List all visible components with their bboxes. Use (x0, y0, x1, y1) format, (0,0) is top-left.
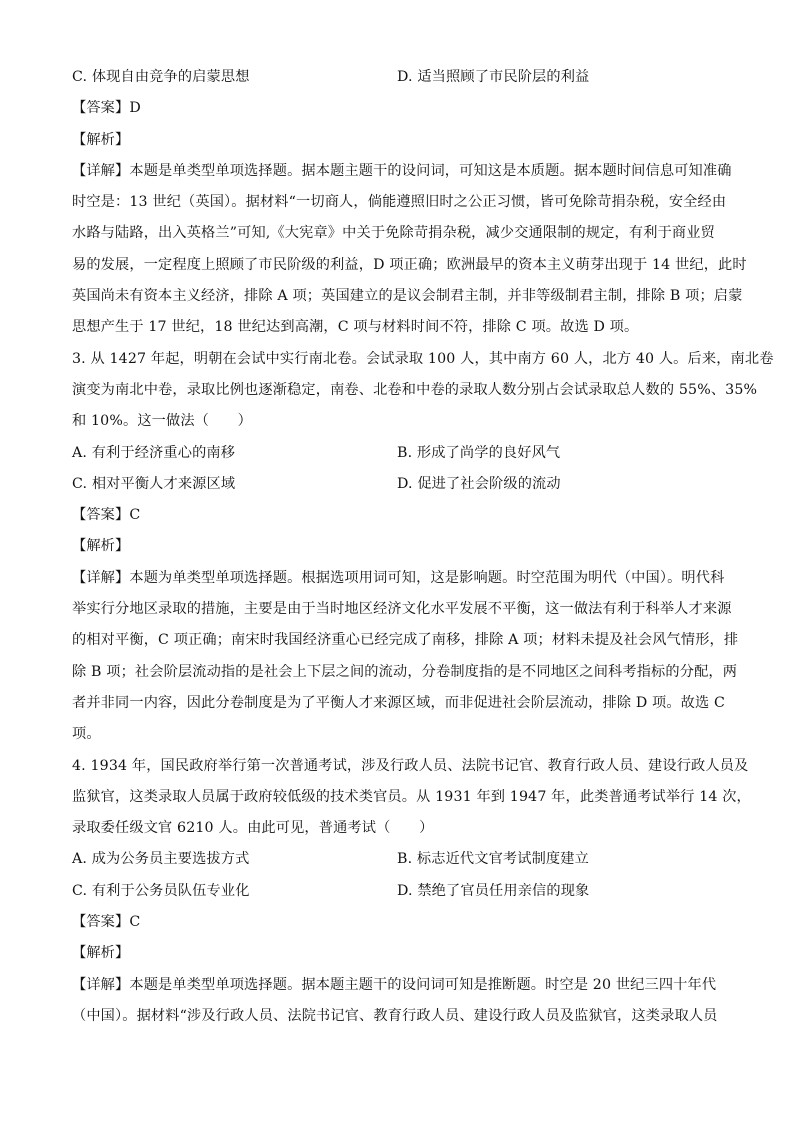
q2-analysis-label: 【解析】 (72, 131, 130, 148)
q4-detail-line: 【详解】本题是单类型单项选择题。据本题主题干的设问词可知是推断题。时空是 20 世纪三四十年代 (72, 976, 717, 993)
q4-option-a: A. 成为公务员主要选拔方式 (72, 851, 250, 868)
q3-option-d: D. 促进了社会阶级的流动 (397, 475, 561, 492)
q3-detail-line: 的相对平衡，C 项正确；南宋时我国经济重心已经完成了南移，排除 A 项；材料未提及社会风气情形，排 (72, 632, 739, 649)
q3-stem-line: 演变为南北中卷，录取比例也逐渐稳定，南卷、北卷和中卷的录取人数分别占会试录取总人数的 55%、35% (72, 381, 758, 398)
q4-answer: 【答案】C (72, 914, 141, 931)
q3-answer: 【答案】C (72, 507, 141, 524)
q2-detail-line: 英国尚未有资本主义经济，排除 A 项；英国建立的是议会制君主制，并非等级制君主制，排除 B 项；启蒙 (72, 288, 743, 305)
q3-options-cd (72, 469, 724, 500)
q3-options-ab (72, 438, 724, 469)
q3-analysis-label: 【解析】 (72, 538, 130, 555)
q4-options-cd (72, 876, 724, 907)
q4-analysis-label: 【解析】 (72, 945, 130, 962)
q2-detail-line: 思想产生于 17 世纪，18 世纪达到高潮，C 项与材料时间不符，排除 C 项。故选 D 项。 (72, 319, 639, 336)
q3-option-b: B. 形成了尚学的良好风气 (397, 444, 561, 461)
q2-answer: 【答案】D (72, 100, 141, 117)
q2-detail-line: 易的发展，一定程度上照顾了市民阶级的利益，D 项正确；欧洲最早的资本主义萌芽出现于 14 世纪，此时 (72, 256, 747, 273)
q3-stem (72, 344, 774, 438)
q2-option-c: C. 体现自由竞争的启蒙思想 (72, 69, 250, 85)
q4-options-ab (72, 844, 724, 875)
q2-options-cd (72, 62, 724, 93)
q4-stem-line: 录取委任级文官 6210 人。由此可见，普通考试（ ） (72, 820, 434, 837)
q3-option-c: C. 相对平衡人才来源区域 (72, 475, 236, 492)
q3-stem-line: 和 10%。这一做法（ ） (72, 413, 253, 430)
q2-detail-line: 【详解】本题是单类型单项选择题。据本题主题干的设问词，可知这是本质题。据本题时间信息可知准确 (72, 162, 732, 179)
q2-detail-line: 水路与陆路，出入英格兰”可知,《大宪章》中关于免除苛捐杂税，减少交通限制的规定，有利于商业贸 (72, 225, 715, 242)
q3-detail-line: 项。 (72, 726, 101, 743)
q3-stem-line: 3. 从 1427 年起，明朝在会试中实行南北卷。会试录取 100 人，其中南方 60 人，北方 40 人。后来，南北卷 (72, 350, 774, 367)
q4-option-c: C. 有利于公务员队伍专业化 (72, 882, 250, 899)
q3-detail-line: 者并非同一内容，因此分卷制度是为了平衡人才来源区域，而非促进社会阶层流动，排除 D 项。故选 C (72, 694, 726, 711)
q2-option-d: D. 适当照顾了市民阶层的利益 (397, 69, 590, 85)
q4-detail-line: （中国）。据材料“涉及行政人员、法院书记官、教育行政人员、建设行政人员及监狱官，这类录取人员 (72, 1007, 718, 1024)
q4-option-d: D. 禁绝了官员任用亲信的现象 (397, 882, 590, 899)
q4-stem (72, 751, 751, 845)
q3-detail (72, 563, 739, 751)
q3-option-a: A. 有利于经济重心的南移 (72, 444, 236, 461)
q4-stem-line: 4. 1934 年，国民政府举行第一次普通考试，涉及行政人员、法院书记官、教育行政人员、建设行政人员及 (72, 757, 749, 774)
q3-detail-line: 除 B 项；社会阶层流动指的是社会上下层之间的流动，分卷制度指的是不同地区之间科考指标的分配，两 (72, 663, 738, 680)
q4-stem-line: 监狱官，这类录取人员属于政府较低级的技术类官员。从 1931 年到 1947 年，此类普通考试举行 14 次， (72, 788, 751, 805)
q3-detail-line: 【详解】本题为单类型单项选择题。根据选项用词可知，这是影响题。时空范围为明代（中国）。明代科 (72, 569, 725, 586)
document-page (72, 62, 774, 1032)
q2-detail-line: 时空是：13 世纪（英国）。据材料“一切商人，倘能遵照旧时之公正习惯，皆可免除苛捐杂税，安全经由 (72, 194, 727, 211)
q2-detail (72, 156, 747, 344)
q3-detail-line: 举实行分地区录取的措施，主要是由于当时地区经济文化水平发展不平衡，这一做法有利于科举人才来源 (72, 601, 732, 618)
q4-option-b: B. 标志近代文官考试制度建立 (397, 851, 589, 868)
q4-detail (72, 970, 724, 1033)
